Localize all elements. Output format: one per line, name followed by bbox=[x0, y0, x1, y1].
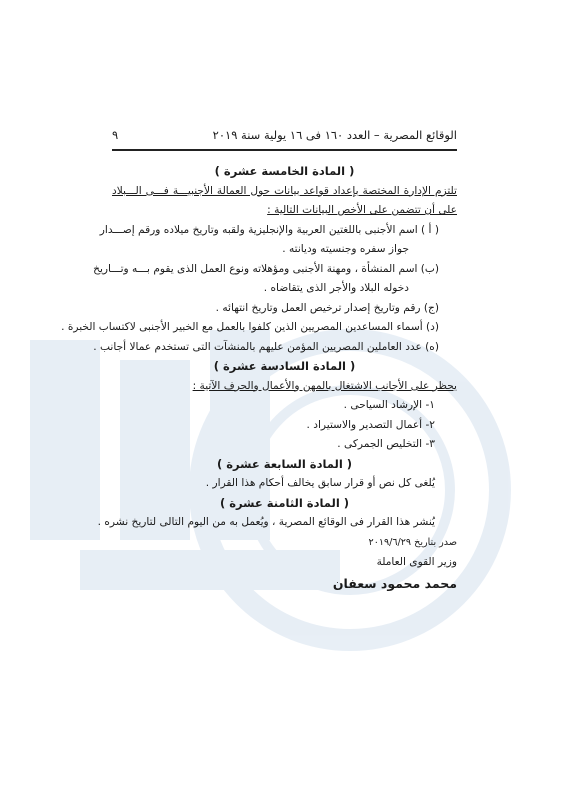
decree-body bbox=[61, 162, 457, 594]
article-15-item-continuation: دخوله البلاد والأجر الذى يتقاضاه . bbox=[263, 282, 409, 294]
article-16-heading: ( المادة السادسة عشرة ) bbox=[213, 359, 356, 373]
page-number: ٩ bbox=[112, 128, 119, 142]
article-15-item: (ب) اسم المنشأة ، ومهنة الأجنبى ومؤهلاته ونوع العمل الذى يقوم بـــه وتـــاريخ bbox=[93, 262, 439, 275]
article-15-intro-line-2: على أن تتضمن على الأخص البيانات التالية : bbox=[267, 204, 457, 216]
article-15-heading: ( المادة الخامسة عشرة ) bbox=[214, 164, 355, 178]
article-15-intro-line-1: تلتزم الإدارة المختصة بإعداد قواعد بيانات حول العمالة الأجنبيـــة فـــى الـــبلاد bbox=[112, 184, 457, 197]
gazette-issue-title: الوقائع المصرية – العدد ١٦٠ فى ١٦ يولية سنة ٢٠١٩ bbox=[212, 128, 457, 142]
signatory-title: وزير القوى العاملة bbox=[376, 556, 457, 568]
article-18-heading: ( المادة الثامنة عشرة ) bbox=[219, 495, 350, 510]
article-17-text: يُلغى كل نص أو قرار سابق يخالف أحكام هذا القرار . bbox=[205, 477, 435, 489]
article-16-item: ٢- أعمال التصدير والاستيراد . bbox=[306, 418, 435, 431]
article-15-item-continuation: جواز سفره وجنسيته وديانته . bbox=[282, 243, 409, 255]
article-17-heading: ( المادة السابعة عشرة ) bbox=[216, 456, 353, 471]
article-15-item: (د) أسماء المساعدين المصريين الذين كلفوا بالعمل مع الخبير الأجنبى لاكتساب الخبرة . bbox=[61, 321, 439, 333]
article-15-item: (ه) عدد العاملين المصريين المؤمن عليهم بالمنشآت التى تستخدم عمالا أجانب . bbox=[93, 340, 439, 353]
gazette-header bbox=[112, 126, 457, 146]
article-16-intro: يحظر على الأجانب الاشتغال بالمهن والأعمال والحرف الآتية : bbox=[192, 379, 457, 392]
article-16-item: ١- الإرشاد السياحى . bbox=[343, 399, 435, 411]
article-16-item: ٣- التخليص الجمركى . bbox=[337, 438, 435, 450]
article-18-text: يُنشر هذا القرار فى الوقائع المصرية ، ويُعمل به من اليوم التالى لتاريخ نشره . bbox=[97, 516, 435, 528]
signatory-name: محمد محمود سعفان bbox=[332, 576, 457, 591]
article-15-item: (ج) رقم وتاريخ إصدار ترخيص العمل وتاريخ انتهائه . bbox=[215, 301, 439, 314]
article-15-item: ( أ ) اسم الأجنبى باللغتين العربية والإنجليزية ولقبه وتاريخ ميلاده ورقم إصـــدار bbox=[99, 223, 439, 236]
issue-date: صدر بتاريخ ٢٠١٩/٦/٢٩ bbox=[368, 536, 457, 548]
header-divider bbox=[112, 149, 457, 151]
